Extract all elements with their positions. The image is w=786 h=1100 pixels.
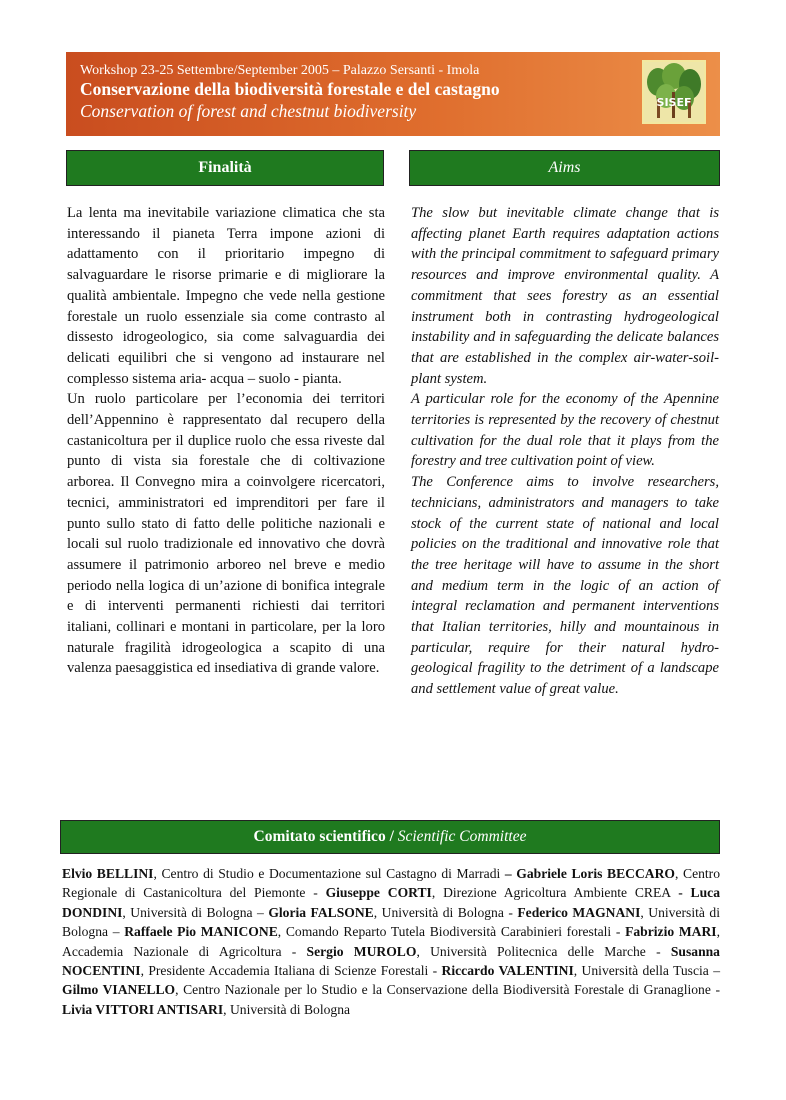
member-name: Susanna NOCENTINI bbox=[62, 943, 720, 979]
member-affiliation: , Università di Bologna bbox=[122, 904, 258, 920]
member-separator: – bbox=[713, 963, 720, 979]
member-name: Livia VITTORI ANTISARI bbox=[62, 1001, 224, 1017]
member-affiliation: , Università Politecnica delle Marche bbox=[416, 943, 657, 959]
member-separator: - bbox=[291, 943, 307, 959]
tree-logo-icon bbox=[642, 60, 706, 124]
member-separator: - bbox=[615, 924, 626, 940]
member-name: Elvio BELLINI bbox=[62, 866, 154, 881]
member-name: Giuseppe CORTI bbox=[325, 885, 432, 901]
title-english: Conservation of forest and chestnut biodiversity bbox=[80, 101, 417, 121]
member-name: Raffaele Pio MANICONE bbox=[124, 924, 278, 940]
title-italian: Conservazione della biodiversità forestale e del castagno bbox=[80, 79, 500, 99]
section-heading-aims: Aims bbox=[409, 150, 720, 186]
member-affiliation: , Comando Reparto Tutela Biodiversità Carabinieri forestali bbox=[277, 924, 616, 940]
member-affiliation: , Centro Nazionale per lo Studio e la Conservazione della Biodiversità Forestale di Granaglione bbox=[175, 982, 716, 998]
member-separator: - bbox=[508, 904, 518, 920]
committee-heading-english: Scientific Committee bbox=[397, 828, 527, 845]
member-name: Gabriele Loris BECCARO bbox=[516, 866, 676, 881]
english-paragraph: The Conference aims to involve researchers, technicians, administrators and managers to take stock of the current state of national and local policies on the traditional and innovative role that the tree heritage will have to assume in the short and medium term in the logic of an action of integral reclamation and permanent interventions that Italian territories, hilly and mountainous in particular, require for their natural hydro-geological fragility to the detriment of a landscape and settlement value of great value. bbox=[411, 474, 719, 698]
member-separator: - bbox=[656, 943, 671, 959]
english-aims-text bbox=[411, 203, 719, 700]
member-affiliation: , Accademia Nazionale di Agricoltura bbox=[62, 924, 720, 959]
member-name: Sergio MUROLO bbox=[306, 943, 417, 959]
member-separator: – bbox=[257, 904, 269, 920]
english-paragraph: The slow but inevitable climate change that is affecting planet Earth requires adaptation actions with the principal commitment to safeguard primary resources and improve environmental quality. A commitment that sees forestry as an essential instrument both in contrasting hydrogeological instability and in safeguarding the delicate balances that are established in the complex air-water-soil-plant system. bbox=[411, 205, 719, 387]
member-separator: – bbox=[504, 866, 517, 881]
logo-text: SISEF bbox=[656, 96, 692, 109]
member-separator: - bbox=[313, 885, 326, 901]
member-separator: - bbox=[678, 885, 691, 901]
committee-heading bbox=[60, 820, 720, 854]
member-affiliation: , Direzione Agricoltura Ambiente CREA bbox=[431, 885, 679, 901]
member-name: Luca DONDINI bbox=[62, 885, 720, 920]
workshop-date-venue: Workshop 23-25 Settembre/September 2005 – Palazzo Sersanti - Imola bbox=[80, 63, 480, 78]
member-name: Federico MAGNANI bbox=[517, 904, 641, 920]
member-name: Riccardo VALENTINI bbox=[441, 963, 574, 979]
italian-paragraph: Un ruolo particolare per l’economia dei territori dell’Appennino è rappresentato dal recupero della castanicoltura per il duplice ruolo che essa riveste dal punto di vista sia forestale che di coltivazione arborea. Il Convegno mira a coinvolgere ricercatori, tecnici, amministratori ed imprenditori per fare il punto sullo stato di fatto delle politiche nazionali e locali sul ruolo tradizionale ed innovativo che dovrà assumere il patrimonio arboreo nel breve e medio periodo nella logica di un’azione di bonifica integrale e di interventi permanenti richiesti dai territori italiani, collinari e montani in particolare, per la loro naturale fragilità idrogeologica a scapito di una valenza paesaggistica ed insediativa di grande valore. bbox=[67, 391, 385, 677]
member-separator: - bbox=[432, 963, 442, 979]
italian-aims-text bbox=[67, 203, 385, 679]
english-paragraph: A particular role for the economy of the Apennine territories is represented by the recovery of chestnut cultivation for the dual role that it plays from the forestry and tree cultivation point of view. bbox=[411, 391, 719, 470]
member-affiliation: , Università della Tuscia bbox=[573, 963, 714, 979]
committee-members bbox=[62, 864, 720, 1019]
member-separator: - bbox=[715, 982, 720, 998]
member-affiliation: , Università di Bologna bbox=[223, 1001, 351, 1017]
member-name: Gloria FALSONE bbox=[268, 904, 374, 920]
section-heading-finalita: Finalità bbox=[66, 150, 384, 186]
member-name: Fabrizio MARI bbox=[625, 924, 717, 940]
member-affiliation: , Presidente Accademia Italiana di Scienze Forestali bbox=[140, 963, 433, 979]
member-affiliation: , Centro Regionale di Castanicoltura del Piemonte bbox=[62, 866, 721, 901]
committee-heading-italian: Comitato scientifico / bbox=[253, 828, 398, 845]
member-affiliation: , Università di Bologna bbox=[62, 904, 720, 940]
member-separator: – bbox=[112, 924, 125, 940]
member-name: Gilmo VIANELLO bbox=[62, 982, 176, 998]
member-affiliation: , Università di Bologna bbox=[373, 904, 509, 920]
italian-paragraph: La lenta ma inevitabile variazione climatica che sta interessando il pianeta Terra impone azioni di adattamento con il prioritario impegno di salvaguardare le risorse primarie e di migliorare la qualità ambientale. Impegno che vede nella gestione forestale un ruolo essenziale sia come contrasto al dissesto idrogeologico, sia come salvaguardia dei delicati equilibri che si vengono ad instaurare nel complesso sistema aria- acqua – suolo - pianta. bbox=[67, 205, 385, 387]
member-affiliation: , Centro di Studio e Documentazione sul Castagno di Marradi bbox=[153, 866, 505, 881]
workshop-banner bbox=[66, 52, 720, 136]
